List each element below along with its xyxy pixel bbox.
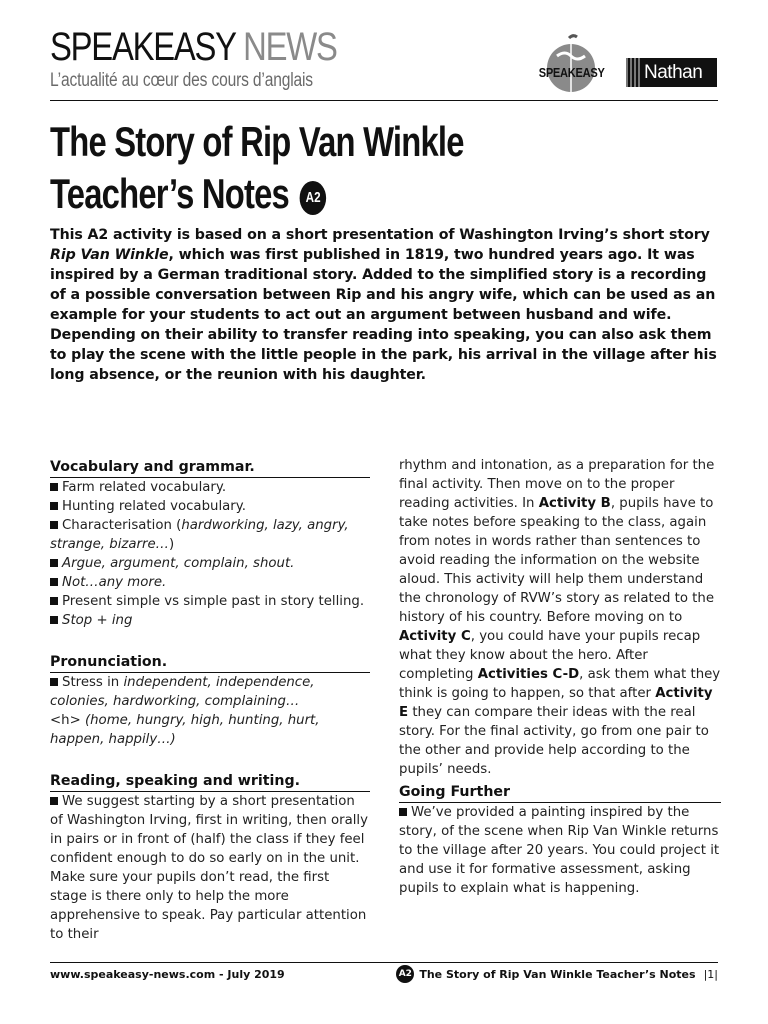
masthead <box>50 26 400 92</box>
reading-text: We suggest starting by a short presentation of Washington Irving, first in writing, then orally in pairs or in front of (half) the class if they feel confident enough to do so early on in the unit. Make sure your pupils don’t read, the first stage is there only to help the more apprehensive to speak. Pay particular attention to their <box>50 794 368 942</box>
list-item <box>50 573 370 592</box>
title-line-1: The Story of Rip Van Winkle <box>50 118 464 165</box>
logo-stripes <box>626 58 642 87</box>
cont-text: , pupils have to take notes before speaking to the class, again from notes in words rather than sentences to avoid reading the information on the website aloud. This activity will help them understand the chronology of RVW’s story as related to the history of his country. Before moving on to <box>399 496 715 625</box>
title-line-2 <box>50 168 464 220</box>
brand-speakeasy: SPEAKEASY <box>50 25 236 69</box>
bullet-icon <box>50 578 58 586</box>
footer-website: www.speakeasy-news.com - July 2019 <box>50 968 285 981</box>
right-column <box>399 456 721 898</box>
footer-title: The Story of Rip Van Winkle Teacher’s Notes <box>419 967 696 981</box>
list-item <box>50 554 370 573</box>
vocab-item-text: Hunting related vocabulary. <box>62 499 246 514</box>
footer-level-badge: A2 <box>396 965 414 983</box>
tagline: L’actualité au cœur des cours d’anglais <box>50 70 313 91</box>
left-column <box>50 458 370 944</box>
header-divider <box>50 100 718 101</box>
pron-h-examples: (home, hungry, high, hunting, hurt, happen, happily…) <box>50 713 320 747</box>
pronunciation-heading: Pronunciation. <box>50 653 370 673</box>
vocab-item-text: Characterisation ( <box>62 518 182 533</box>
list-item <box>50 478 370 497</box>
cont-text: they can compare their ideas with the real story. For the final activity, go from one pair to the other and provide help according to the pupils’ needs. <box>399 705 709 777</box>
intro-text-2: , which was first published in 1819, two hundred years ago. It was inspired by a German traditional story. Added to the simplified story is a recording of a possible conversation between Rip and his angry wife, which can be used as an example for your students to act out an argument between husband and wife. Depending on their ability to transfer reading into speaking, you can also ask them to play the scene with the little people in the park, his arrival in the village after his long absence, or the reunion with his daughter. <box>50 247 717 383</box>
activities-cd-ref: Activities C-D <box>477 667 580 682</box>
intro-story-title: Rip Van Winkle <box>50 247 169 263</box>
pron-item-h <box>50 711 370 749</box>
intro-paragraph <box>50 225 722 385</box>
vocab-heading: Vocabulary and grammar. <box>50 458 370 478</box>
activity-b-ref: Activity B <box>538 496 611 511</box>
list-item <box>50 516 370 554</box>
page-title <box>50 116 464 220</box>
publisher-name: Nathan <box>644 61 703 83</box>
spacer <box>50 630 370 653</box>
footer-divider <box>50 962 718 963</box>
pron-h-label: <h> <box>50 713 85 728</box>
cont-text: , ask them what they think is going to happen, so that after <box>399 667 721 701</box>
vocab-item-text: Farm related vocabulary. <box>62 480 227 495</box>
list-item <box>50 673 370 711</box>
pron-text: Stress in <box>62 675 124 690</box>
logo-label: SPEAKEASY <box>538 65 605 80</box>
brand-title <box>50 26 337 68</box>
list-item <box>50 497 370 516</box>
page-number: |1| <box>703 967 718 981</box>
footer-right <box>396 965 718 983</box>
further-paragraph <box>399 803 721 898</box>
vocab-item-examples: hardworking, lazy, angry, strange, bizarre… <box>50 518 349 552</box>
bullet-icon <box>50 483 58 491</box>
reading-heading: Reading, speaking and writing. <box>50 772 370 792</box>
cont-text: rhythm and intonation, as a preparation for the final activity. Then move on to the proper reading activities. In <box>399 458 715 511</box>
nathan-logo <box>626 58 717 87</box>
continuation-paragraph <box>399 456 721 779</box>
bullet-icon <box>50 616 58 624</box>
bullet-icon <box>50 797 58 805</box>
list-item <box>50 592 370 611</box>
title-line-2-text: Teacher’s Notes <box>50 170 289 217</box>
bullet-icon <box>50 597 58 605</box>
brand-news: NEWS <box>243 25 337 69</box>
vocab-item-text: Not…any more. <box>62 575 167 590</box>
bullet-icon <box>50 521 58 529</box>
vocab-item-text: ) <box>168 537 175 552</box>
activity-e-ref: Activity E <box>399 686 713 720</box>
going-further-heading: Going Further <box>399 783 721 803</box>
reading-paragraph <box>50 792 370 944</box>
further-text: We’ve provided a painting inspired by the story, of the scene when Rip Van Winkle returns to the village after 20 years. You could project it and use it for formative assessment, asking pupils to explain what is happening. <box>399 805 720 896</box>
intro-text-1: This A2 activity is based on a short presentation of Washington Irving’s short story <box>50 227 710 243</box>
bullet-icon <box>399 808 407 816</box>
pron-examples: independent, independence, colonies, hardworking, complaining… <box>50 675 315 709</box>
bullet-icon <box>50 502 58 510</box>
vocab-item-text: Stop + ing <box>62 613 133 628</box>
bullet-icon <box>50 559 58 567</box>
cont-text: , you could have your pupils recap what they know about the hero. After completing <box>399 629 701 682</box>
level-badge: A2 <box>300 181 327 215</box>
bullet-icon <box>50 678 58 686</box>
spacer <box>50 749 370 772</box>
vocab-item-text: Present simple vs simple past in story telling. <box>62 594 365 609</box>
activity-c-ref: Activity C <box>399 629 471 644</box>
vocab-item-text: Argue, argument, complain, shout. <box>62 556 295 571</box>
list-item <box>50 611 370 630</box>
speakeasy-logo <box>533 34 609 96</box>
